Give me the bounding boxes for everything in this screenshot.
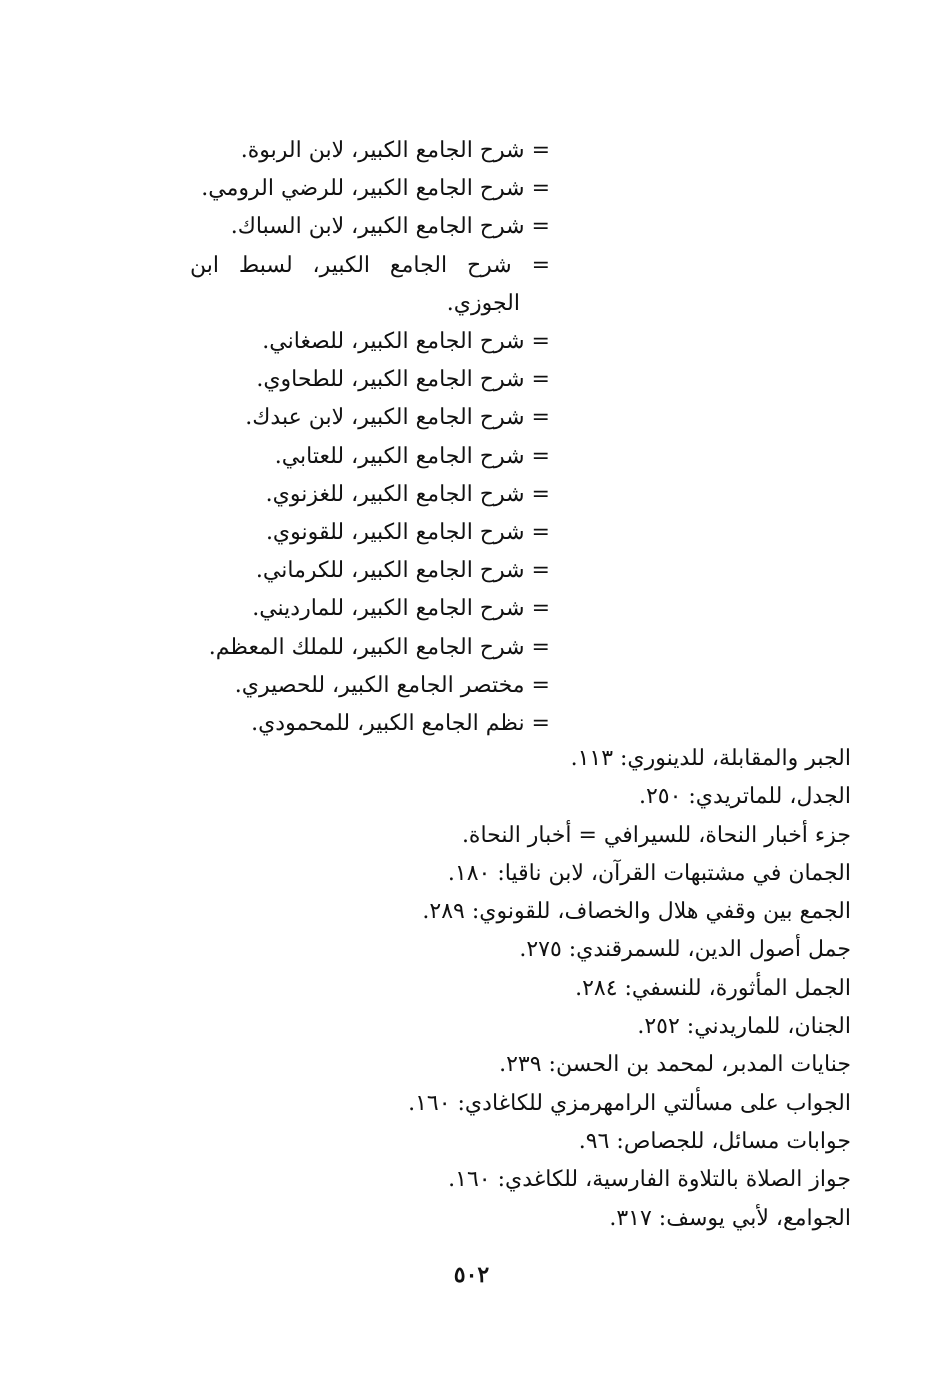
index-entry: جزء أخبار النحاة، للسيرافي = أخبار النحاة.	[461, 822, 851, 848]
cross-reference-line: = شرح الجامع الكبير، للعتابي.	[274, 443, 550, 469]
index-entry: جنايات المدبر، لمحمد بن الحسن: ٢٣٩.	[499, 1052, 851, 1078]
index-entry: الجنان، للماريدني: ٢٥٢.	[637, 1014, 851, 1040]
cross-reference-line: = مختصر الجامع الكبير، للحصيري.	[234, 672, 550, 698]
cross-reference-line: = شرح الجامع الكبير، للقونوي.	[265, 520, 550, 546]
index-entry: الجدل، للماتريدي: ٢٥٠.	[638, 784, 851, 810]
cross-reference-list	[190, 132, 550, 743]
index-entry: الجمل المأثورة، للنسفي: ٢٨٤.	[575, 975, 851, 1001]
index-entry: الجبر والمقابلة، للدينوري: ١١٣.	[570, 746, 851, 771]
index-entry: جوابات مسائل، للجصاص: ٩٦.	[578, 1128, 851, 1154]
index-entry: الجوامع، لأبي يوسف: ٣١٧.	[609, 1205, 851, 1231]
cross-reference-line: = شرح الجامع الكبير، للغزنوي.	[265, 481, 550, 507]
page-number: ٥٠٢	[453, 1262, 490, 1288]
cross-reference-line: = شرح الجامع الكبير، للكرماني.	[255, 558, 550, 584]
cross-reference-line: = شرح الجامع الكبير، للرضي الرومي.	[201, 176, 550, 202]
index-entry: جواز الصلاة بالتلاوة الفارسية، للكاغدي: ١٦٠.	[448, 1167, 851, 1193]
index-entry: الجمان في مشتبهات القرآن، لابن ناقيا: ١٨٠.	[447, 860, 851, 886]
index-entry: جمل أصول الدين، للسمرقندي: ٢٧٥.	[519, 937, 851, 963]
cross-reference-line: = شرح الجامع الكبير، لابن الربوة.	[240, 138, 550, 163]
cross-reference-line: = شرح الجامع الكبير، للمارديني.	[252, 596, 550, 622]
cross-reference-line: = شرح الجامع الكبير، للملك المعظم.	[208, 634, 550, 660]
cross-reference-line: = شرح الجامع الكبير، لابن عبدك.	[245, 405, 550, 431]
cross-reference-continuation: الجوزي.	[446, 290, 520, 316]
index-entry: الجمع بين وقفي هلال والخصاف، للقونوي: ٢٨٩.	[422, 899, 851, 925]
cross-reference-line: = شرح الجامع الكبير، لسبط ابن	[190, 252, 550, 278]
cross-reference-line: = شرح الجامع الكبير، للطحاوي.	[256, 367, 550, 393]
cross-reference-line: = نظم الجامع الكبير، للمحمودي.	[251, 711, 550, 737]
index-entry: الجواب على مسألتي الرامهرمزي للكاغادي: ١٦٠.	[408, 1090, 851, 1116]
cross-reference-line: = شرح الجامع الكبير، للصغاني.	[262, 329, 550, 355]
cross-reference-line: = شرح الجامع الكبير، لابن السباك.	[230, 214, 550, 240]
index-entries	[251, 740, 851, 1238]
